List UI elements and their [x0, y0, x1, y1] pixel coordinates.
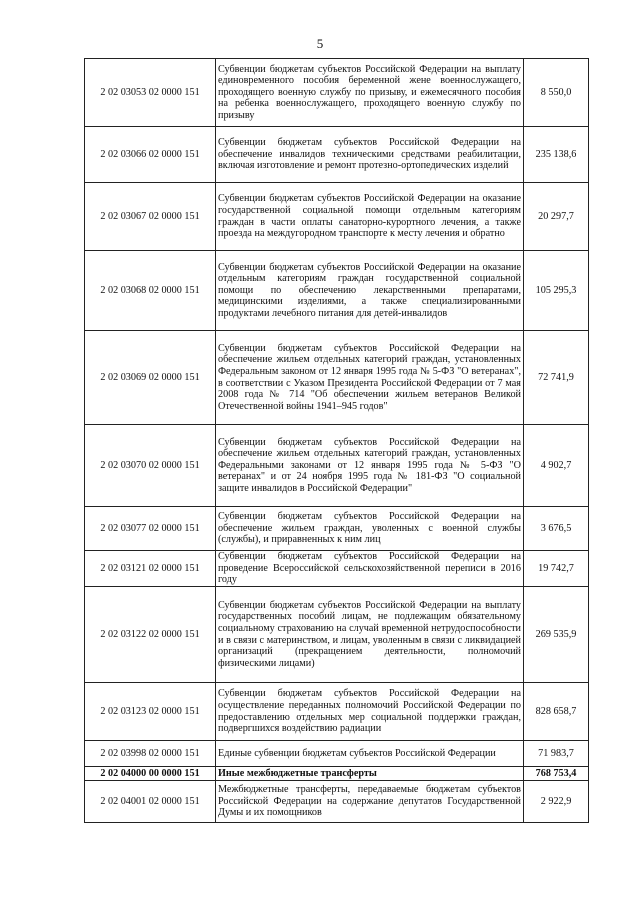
table-row: [85, 683, 589, 741]
budget-table-body: [85, 59, 589, 823]
table-row: [85, 551, 589, 587]
row-description: Субвенции бюджетам субъектов Российской Федерации на обеспечение инвалидов техническими средствами реабилитации, включая изготовление и ремонт протезно-ортопедических изделий: [216, 127, 524, 183]
row-amount: 269 535,9: [524, 587, 589, 683]
row-amount: 3 676,5: [524, 507, 589, 551]
row-amount: 105 295,3: [524, 251, 589, 331]
table-row: [85, 507, 589, 551]
table-row: [85, 587, 589, 683]
row-amount: 235 138,6: [524, 127, 589, 183]
row-amount: 768 753,4: [524, 767, 589, 781]
row-code: 2 02 03069 02 0000 151: [85, 331, 216, 425]
page-number: 5: [316, 36, 324, 51]
row-description: Единые субвенции бюджетам субъектов Российской Федерации: [216, 741, 524, 767]
row-description: Межбюджетные трансферты, передаваемые бюджетам субъектов Российской Федерации на содержание депутатов Государственной Думы и их помощников: [216, 781, 524, 823]
row-description: Субвенции бюджетам субъектов Российской Федерации на проведение Всероссийской сельскохозяйственной переписи в 2016 году: [216, 551, 524, 587]
table-row-total: [85, 767, 589, 781]
row-code: 2 02 03077 02 0000 151: [85, 507, 216, 551]
row-description: Субвенции бюджетам субъектов Российской Федерации на обеспечение жильем отдельных категорий граждан, установленных Федеральным законом от 12 января 1995 года № 5-ФЗ "О ветеранах", в соответствии с Указом Президента Российской Федерации от 7 мая 2008 года № 714 "Об обеспечении жильем ветеранов Великой Отечественной войны 1941–945 годов": [216, 331, 524, 425]
row-description: Субвенции бюджетам субъектов Российской Федерации на обеспечение жильем отдельных категорий граждан, установленных Федеральными законами от 12 января 1995 года № 5-ФЗ "О ветеранах" и от 24 ноября 1995 года № 181-ФЗ "О социальной защите инвалидов в Российской Федерации": [216, 425, 524, 507]
table-row: [85, 741, 589, 767]
table-row: [85, 59, 589, 127]
row-description: Субвенции бюджетам субъектов Российской Федерации на оказание отдельным категориям граждан государственной социальной помощи по обеспечению лекарственными препаратами, медицинскими изделиями, а также специализированными продуктами лечебного питания для детей-инвалидов: [216, 251, 524, 331]
table-row: [85, 183, 589, 251]
row-amount: 828 658,7: [524, 683, 589, 741]
row-code: 2 02 03123 02 0000 151: [85, 683, 216, 741]
table-row: [85, 331, 589, 425]
row-code: 2 02 03067 02 0000 151: [85, 183, 216, 251]
table-row: [85, 425, 589, 507]
row-amount: 20 297,7: [524, 183, 589, 251]
row-code: 2 02 03070 02 0000 151: [85, 425, 216, 507]
row-code: 2 02 04000 00 0000 151: [85, 767, 216, 781]
table-row: [85, 781, 589, 823]
budget-table-container: [84, 58, 589, 823]
row-amount: 19 742,7: [524, 551, 589, 587]
row-amount: 71 983,7: [524, 741, 589, 767]
budget-table: [84, 58, 589, 823]
table-row: [85, 251, 589, 331]
row-description: Субвенции бюджетам субъектов Российской Федерации на выплату единовременного пособия беременной жене военнослужащего, проходящего военную службу по призыву, и ежемесячного пособия на ребенка военнослужащего, проходящего военную службу по призыву: [216, 59, 524, 127]
row-code: 2 02 03053 02 0000 151: [85, 59, 216, 127]
row-description: Субвенции бюджетам субъектов Российской Федерации на обеспечение жильем граждан, уволенных с военной службы (службы), и приравненных к ним лиц: [216, 507, 524, 551]
row-code: 2 02 03068 02 0000 151: [85, 251, 216, 331]
row-amount: 8 550,0: [524, 59, 589, 127]
row-description: Субвенции бюджетам субъектов Российской Федерации на выплату государственных пособий лицам, не подлежащим обязательному социальному страхованию на случай временной нетрудоспособности и в связи с материнством, и лицам, уволенным в связи с ликвидацией организаций (прекращением деятельности, полномочий физическими лицами): [216, 587, 524, 683]
row-description: Иные межбюджетные трансферты: [216, 767, 524, 781]
row-code: 2 02 04001 02 0000 151: [85, 781, 216, 823]
row-description: Субвенции бюджетам субъектов Российской Федерации на осуществление переданных полномочий Российской Федерации по предоставлению отдельных мер социальной поддержки граждан, подвергшихся воздействию радиации: [216, 683, 524, 741]
row-code: 2 02 03066 02 0000 151: [85, 127, 216, 183]
row-amount: 4 902,7: [524, 425, 589, 507]
row-amount: 2 922,9: [524, 781, 589, 823]
row-description: Субвенции бюджетам субъектов Российской Федерации на оказание государственной социальной помощи отдельным категориям граждан в части оплаты санаторно-курортного лечения, а также проезда на междугородном транспорте к месту лечения и обратно: [216, 183, 524, 251]
row-code: 2 02 03122 02 0000 151: [85, 587, 216, 683]
row-code: 2 02 03121 02 0000 151: [85, 551, 216, 587]
row-code: 2 02 03998 02 0000 151: [85, 741, 216, 767]
table-row: [85, 127, 589, 183]
row-amount: 72 741,9: [524, 331, 589, 425]
